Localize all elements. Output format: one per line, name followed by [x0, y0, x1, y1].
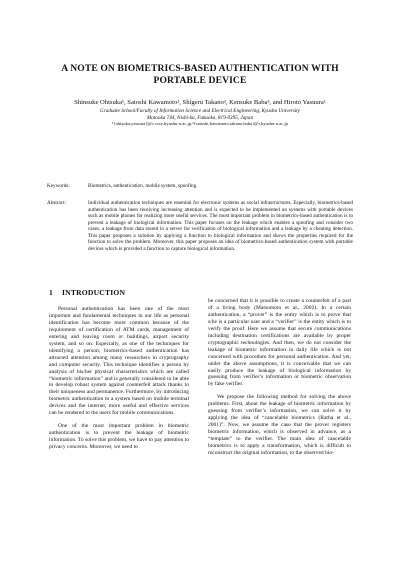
body-paragraph: We propose the following method for solving the above problems. First, about the leakage of biometric information by guessing from verifier’s information, we can solve it by applying the idea of “cancelable biometrics (Ratha et al., 2001)”. Now, we assume the case that the prover registers biometric information, which is observed in advance, as a “template” to the verifier. The main idea of cancelable biometrics is to apply a transformation, which is difficult to reconstruct the original information, to the observed bio- [208, 394, 351, 457]
body-column-right [208, 298, 351, 457]
keywords-text: Biometrics, authentication, mobile system, spoofing. [88, 183, 198, 189]
paper-title-line-1: A NOTE ON BIOMETRICS-BASED AUTHENTICATION WITH [61, 63, 339, 74]
section-heading [49, 288, 189, 297]
affiliation-block [20, 108, 380, 128]
keywords-label: Keywords: [47, 183, 70, 189]
abstract-label: Abstract: [47, 200, 67, 206]
section-title: INTRODUCTION [62, 288, 126, 297]
body-column-left [49, 288, 189, 451]
paper-title [40, 63, 360, 87]
abstract-text: Individual authentication techniques are essential for electronic systems as social infrastructures. Especially, biometrics-based authentication has been receiving increasing attention and is expected to be implemented on systems with portable devices such as mobile phones for realizing more useful services. The most important problem in biometrics-based authentication is to prevent a leakage of biological information. This paper focuses on the leakage which enables a spoofing and consider two cases, a leakage from data stored in a server for verification of biological information and a leakage by a cheating detection. This paper proposes a solution by applying a function to biological information and shows the properties required for the function to solve the problem. Moreover, this paper proposes an idea of biometrics-based authentication system with portable devices which is provided a function to capture biological information. [88, 200, 353, 252]
affiliation-line-2: Motooka 744, Nishi-ku, Fukuoka, 819-0395, Japan [146, 114, 254, 121]
body-paragraph: be concerned that it is possible to create a counterfeit of a part of a living body (Matsumoto et al., 2002). In a certain authentication, a “prover” is the entity which is to prove that s/he is a particular user and a “verifier” is the entity which is to verify the proof. Here we assume that secure communications including destination certifications are available by proper cryptographic technologies. And then, we do not consider the leakage of biometric information in daily life which is not concerned with procedure for personal authentication. And yet, under the above assumptions, it is conceivable that we can easily produce the leakage of biological information by guessing from verifier’s information or biometric observation by fake verifier. [208, 298, 351, 388]
body-paragraph: Personal authentication has been one of the most important and fundamental techniques in our life as personal identification has become more common because of the requirement of certification of ATM cards, management of entering and leaving room or buildings, airport security system, and so on. Especially, as one of the techniques for identifying a person, biometrics-based authentication has attracted attention among many researchers in cryptography and computer security. This technique identifies a person by analysis of his/her physical characteristics which are called “biometric information” and is generally considered to be able to develop robust system against counterfeit attack thanks to their uniqueness and permanence. Furthermore, by introducing biometric authentication to a system based on mobile terminal devices and the internet, more useful and effective services can be rendered to the users for mobile communications. [49, 306, 189, 417]
affiliation-line-1: Graduate School/Faculty of Information Science and Electrical Engineering, Kyushu University [100, 108, 300, 114]
body-paragraph: One of the most important problem in biometric authentication is to prevent the leakage of biometric information. To solve this problem, we have to pay attention to privacy concerns. Moreover, we need to [49, 423, 189, 451]
paper-title-line-2: PORTABLE DEVICE [153, 75, 247, 86]
author-list: Shinsuke Ohtsuka¹, Satoshi Kawamoto², Shigeru Takano², Kensuke Baba³, and Hiroto Yasuura¹ [74, 99, 326, 106]
section-number: 1 [49, 288, 53, 297]
author-emails: ¹{ohtsuka,yasuura}@c.csce.kyushu-u.ac.jp,²{satoshi.kawamoto,takano,baba}@i.kyushu-u.ac.jp [112, 121, 288, 127]
